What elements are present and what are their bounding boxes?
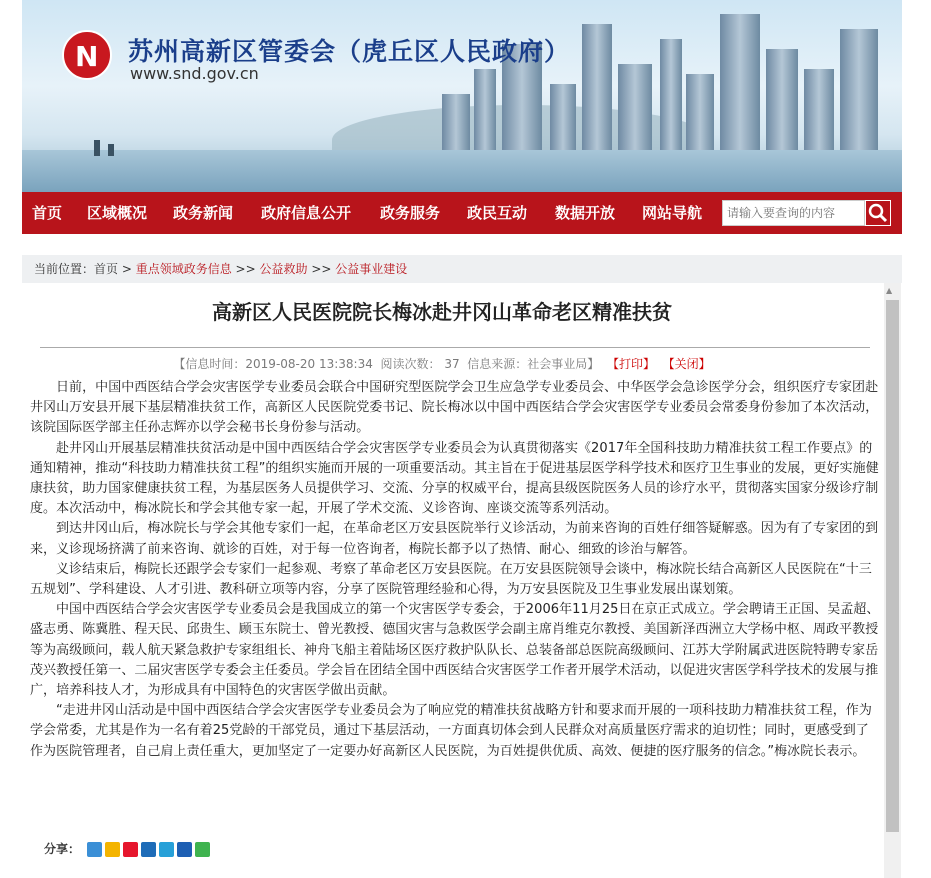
- banner-building: [660, 39, 682, 164]
- breadcrumb-sep: >: [118, 262, 136, 276]
- search-button[interactable]: [865, 200, 891, 226]
- nav-item-news[interactable]: 政务新闻: [173, 204, 234, 222]
- banner-building: [582, 24, 612, 164]
- article-paragraph: “走进井冈山活动是中国中西医结合学会灾害医学专业委员会为了响应党的精准扶贫战略方针和要求而开展的一项科技助力精准扶贫工程，作为学会常委，尤其是作为一名有着25党龄的干部党员，通过下基层活动，一方面真切体会到人民群众对高质量医疗需求的迫切性；同时，更感受到了作为医院管理者，自己肩上责任重大，更加坚定了一定要办好高新区人民医院，为百姓提供优质、高效、便捷的医疗服务的信念。”梅冰院长表示。: [30, 703, 872, 759]
- logo-glyph: N: [75, 40, 99, 73]
- article-body: [30, 378, 880, 762]
- renmin-icon[interactable]: [177, 842, 192, 857]
- scroll-up-arrow-icon[interactable]: ▲: [886, 286, 893, 295]
- article-paragraph: 赴井冈山开展基层精准扶贫活动是中国中西医结合学会灾害医学专业委员会为认真贯彻落实《2017年全国科技助力精准扶贫工程工作要点》的通知精神，推动“科技助力精准扶贫工程”的组织实施而开展的一项重要活动。其主旨在于促进基层医学科学技术和医疗卫生事业的发展，更好实施健康扶贫，助力国家健康扶贫工程，为基层医务人员提供学习、交流、分享的权威平台，提高县级医院医务人员的诊疗水平，贯彻落实国家分级诊疗制度。本次活动中，梅冰院长和学会其他专家一起，开展了学术交流、义诊咨询、座谈交流等系列活动。: [30, 440, 879, 517]
- meta-time-label: 【信息时间：: [173, 357, 246, 371]
- close-link[interactable]: 【关闭】: [662, 357, 711, 371]
- meta-time: 2019-08-20 13:38:34: [245, 357, 373, 371]
- tencent-weibo-icon[interactable]: [159, 842, 174, 857]
- renren-icon[interactable]: [141, 842, 156, 857]
- share-more-icon[interactable]: [87, 842, 102, 857]
- breadcrumb-level3[interactable]: 公益事业建设: [335, 262, 408, 276]
- banner-building: [720, 14, 760, 164]
- breadcrumb-home[interactable]: 首页: [94, 262, 119, 276]
- banner-water: [22, 150, 902, 192]
- nav-item-gov-info[interactable]: 政府信息公开: [261, 204, 352, 222]
- nav-item-overview[interactable]: 区域概况: [87, 204, 148, 222]
- share-label: 分享：: [44, 842, 81, 856]
- article-title: 高新区人民医院院长梅冰赴井冈山革命老区精准扶贫: [212, 300, 672, 324]
- breadcrumb-label: 当前位置：: [34, 262, 95, 276]
- breadcrumb-level2[interactable]: 公益救助: [259, 262, 308, 276]
- banner-boat: [94, 140, 100, 156]
- site-banner: [22, 0, 902, 192]
- article-paragraph: 中国中西医结合学会灾害医学专业委员会是我国成立的第一个灾害医学专委会，于2006年11月25日在京正式成立。学会聘请王正国、吴孟超、盛志勇、陈冀胜、程天民、邱贵生、顾玉东院士、曾光教授、德国灾害与急救医学会副主席肖维克尔教授、美国新泽西洲立大学杨中枢、周政平教授等为高级顾问，载人航天紧急救护专家组组长、神舟飞船主着陆场区医疗救护队队长、总装备部总医院高级顾问、江苏大学附属武进医院特聘专家岳茂兴教授任第一、二届灾害医学专委会主任委员。学会旨在团结全国中西医结合灾害医学工作者开展学术活动，以促进灾害医学科学技术的发展与推广，培养科技人才，为形成具有中国特色的灾害医学做出贡献。: [30, 602, 880, 699]
- meta-source-label: 信息来源：: [467, 357, 528, 371]
- nav-item-sitemap[interactable]: 网站导航: [642, 204, 703, 222]
- nav-item-home[interactable]: 首页: [32, 204, 63, 222]
- banner-building: [766, 49, 798, 164]
- site-url: www.snd.gov.cn: [130, 64, 259, 83]
- breadcrumb: [22, 255, 902, 283]
- search-input[interactable]: [722, 200, 865, 226]
- banner-building: [618, 64, 652, 164]
- meta-reads-label: 阅读次数：: [380, 357, 441, 371]
- meta-source: 社会事业局】: [527, 357, 600, 371]
- banner-boat: [108, 144, 114, 156]
- article-meta: [0, 355, 884, 372]
- breadcrumb-level1[interactable]: 重点领域政务信息: [135, 262, 232, 276]
- article-paragraph: 义诊结束后，梅院长还跟学会专家们一起参观、考察了革命老区万安县医院。在万安县医院领导会谈中，梅冰院长结合高新区人民医院在“十三五规划”、学科建设、人才引进、教科研立项等内容，分享了医院管理经验和心得，为万安县医院及卫生事业发展出谋划策。: [30, 561, 872, 598]
- qzone-icon[interactable]: [105, 842, 120, 857]
- wechat-icon[interactable]: [195, 842, 210, 857]
- print-link[interactable]: 【打印】: [606, 357, 655, 371]
- search-icon: [866, 201, 890, 225]
- breadcrumb-sep: >>: [307, 262, 336, 276]
- nav-item-open-data[interactable]: 数据开放: [555, 204, 616, 222]
- article-paragraph: 日前，中国中西医结合学会灾害医学专业委员会联合中国研究型医院学会卫生应急学专业委员会、中华医学会急诊医学分会，组织医疗专家团赴井冈山万安县开展下基层精准扶贫工作，高新区人民医院党委书记、院长梅冰以中国中西医结合学会灾害医学专业委员会常委身份参加了本次活动，该院国际医学部主任孙志辉亦以学会秘书长身份参与活动。: [30, 380, 879, 436]
- banner-building: [840, 29, 878, 164]
- site-logo-icon[interactable]: [62, 30, 112, 80]
- nav-item-services[interactable]: 政务服务: [380, 204, 441, 222]
- title-divider: [40, 347, 870, 348]
- article-paragraph: 到达井冈山后，梅冰院长与学会其他专家们一起，在革命老区万安县医院举行义诊活动，为前来咨询的百姓仔细答疑解惑。因为有了专家团的到来，义诊现场挤满了前来咨询、就诊的百姓，对于每一位咨询者，梅院长都予以了热情、耐心、细致的诊治与解答。: [30, 521, 879, 557]
- breadcrumb-sep: >>: [231, 262, 260, 276]
- weibo-icon[interactable]: [123, 842, 138, 857]
- scrollbar-thumb[interactable]: [886, 300, 899, 832]
- nav-item-interaction[interactable]: 政民互动: [467, 204, 528, 222]
- meta-reads: 37: [444, 357, 460, 371]
- site-title: 苏州高新区管委会（虎丘区人民政府）: [128, 37, 571, 66]
